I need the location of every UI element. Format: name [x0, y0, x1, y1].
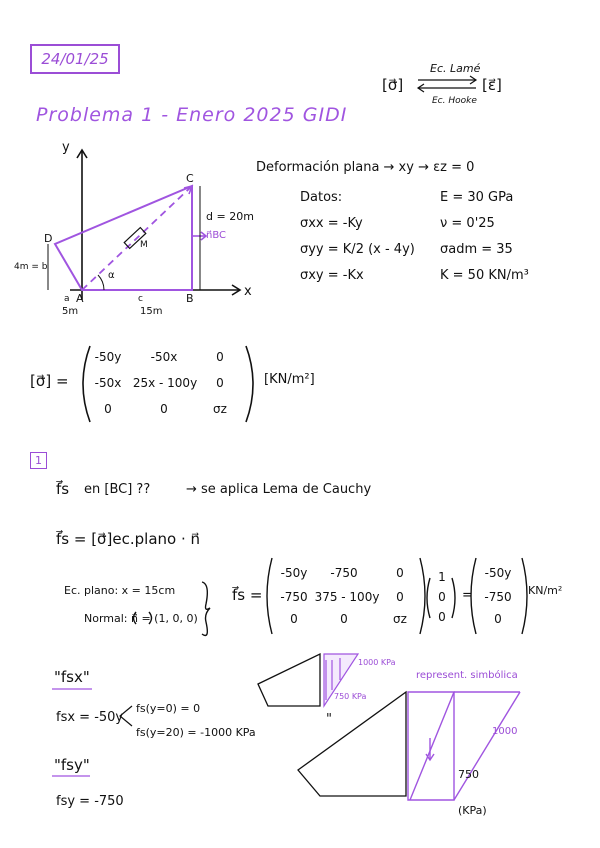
fs-label: f⃗s: [56, 480, 70, 498]
t-21: -50x: [94, 376, 122, 390]
datos-label: Datos:: [300, 190, 343, 205]
fsx-case2: fs(y=20) = -1000 KPa: [136, 726, 256, 739]
point-A: A: [76, 292, 84, 305]
c-dimension-letter: c: [138, 294, 143, 304]
t-12: -50x: [150, 350, 178, 364]
fsy-heading: "fsy": [54, 756, 90, 774]
equals-sign: =: [462, 588, 473, 603]
big-sketch: [298, 692, 406, 796]
r-2: -750: [484, 590, 512, 604]
t-31: 0: [104, 402, 112, 416]
point-D: D: [44, 232, 53, 245]
t-22: 25x - 100y: [132, 376, 198, 390]
fs-eq-lhs: f⃗s =: [232, 586, 263, 604]
t-32: 0: [160, 402, 168, 416]
diagonal-AC: [82, 186, 192, 290]
m-11: -50y: [280, 566, 308, 580]
m-23: 0: [396, 590, 404, 604]
y-axis-label: y: [62, 140, 70, 155]
section-number: 1: [30, 452, 47, 469]
r-1: -50y: [484, 566, 512, 580]
m-21: -750: [280, 590, 308, 604]
t-11: -50y: [94, 350, 122, 364]
tensor-lhs: [σ⃗] =: [30, 372, 69, 390]
m-32: 0: [340, 612, 348, 626]
t-23: 0: [216, 376, 224, 390]
hooke-label: Ec. Hooke: [432, 96, 477, 106]
alpha-label: α: [108, 270, 115, 281]
point-C: C: [186, 172, 194, 185]
repr-label: represent. simbólica: [416, 670, 518, 681]
n-2: 0: [438, 590, 446, 604]
point-M: M: [140, 240, 148, 250]
n-1: 1: [438, 570, 446, 584]
value-750: 750: [458, 768, 479, 781]
value-1000: 1000: [492, 726, 518, 737]
unit-kpa: (KPa): [458, 804, 487, 817]
deformation-note: Deformación plana → xy → εz = 0: [256, 160, 475, 175]
fsx-case1: fs(y=0) = 0: [136, 702, 201, 715]
fsx-eq: fsx = -50y: [56, 710, 124, 725]
n-3: 0: [438, 610, 446, 624]
t-13: 0: [216, 350, 224, 364]
lame-label: Ec. Lamé: [430, 62, 481, 75]
E-value: E = 30 GPa: [440, 190, 514, 205]
small-sketch: [258, 654, 320, 706]
normal-eq: Normal: n⃗ = (1, 0, 0): [84, 612, 198, 625]
d-dimension: d = 20m: [206, 210, 254, 223]
m-33: σz: [393, 612, 407, 626]
cauchy-note: → se aplica Lema de Cauchy: [186, 482, 372, 497]
label-1000kpa: 1000 KPa: [358, 658, 396, 667]
sxy-eq: σxy = -Kx: [300, 268, 364, 283]
nu-value: ν = 0'25: [440, 216, 495, 231]
sigma-tensor-label: [σ⃗]: [382, 76, 404, 94]
r-3: 0: [494, 612, 502, 626]
domain-polygon: [55, 186, 192, 290]
fsy-eq: fsy = -750: [56, 794, 124, 809]
tensor-units: [KN/m²]: [264, 372, 315, 387]
quote-mark: ": [326, 712, 332, 727]
fsx-heading: "fsx": [54, 668, 90, 686]
eps-tensor-label: [ε⃗]: [482, 76, 502, 94]
sadm-value: σadm = 35: [440, 242, 513, 257]
cauchy-eq: f⃗s = [σ⃗]ec.plano · n⃗: [56, 530, 201, 548]
t-33: σz: [213, 402, 227, 416]
m-12: -750: [330, 566, 358, 580]
point-B: B: [186, 292, 194, 305]
m-31: 0: [290, 612, 298, 626]
syy-eq: σyy = K/2 (x - 4y): [300, 242, 415, 257]
b-dimension: 4m = b: [14, 262, 48, 272]
page-title: Problema 1 - Enero 2025 GIDI: [36, 104, 348, 126]
K-value: K = 50 KN/m³: [440, 268, 529, 283]
a-dimension: 5m: [62, 306, 79, 317]
a-dimension-letter: a: [64, 294, 70, 304]
m-22: 375 - 100y: [314, 590, 380, 604]
x-axis-label: x: [244, 284, 252, 299]
m-13: 0: [396, 566, 404, 580]
normal-bc-label: n⃗BC: [206, 230, 227, 241]
date-box: 24/01/25: [30, 44, 120, 74]
plane-eq: Ec. plano: x = 15cm: [64, 584, 176, 597]
lame-hooke-arrows: [418, 76, 476, 92]
sxx-eq: σxx = -Ky: [300, 216, 363, 231]
result-units: KN/m²: [528, 584, 563, 597]
label-750kpa: 750 KPa: [334, 692, 367, 701]
fs-question: en [BC] ??: [84, 482, 151, 497]
c-dimension: 15m: [140, 306, 163, 317]
